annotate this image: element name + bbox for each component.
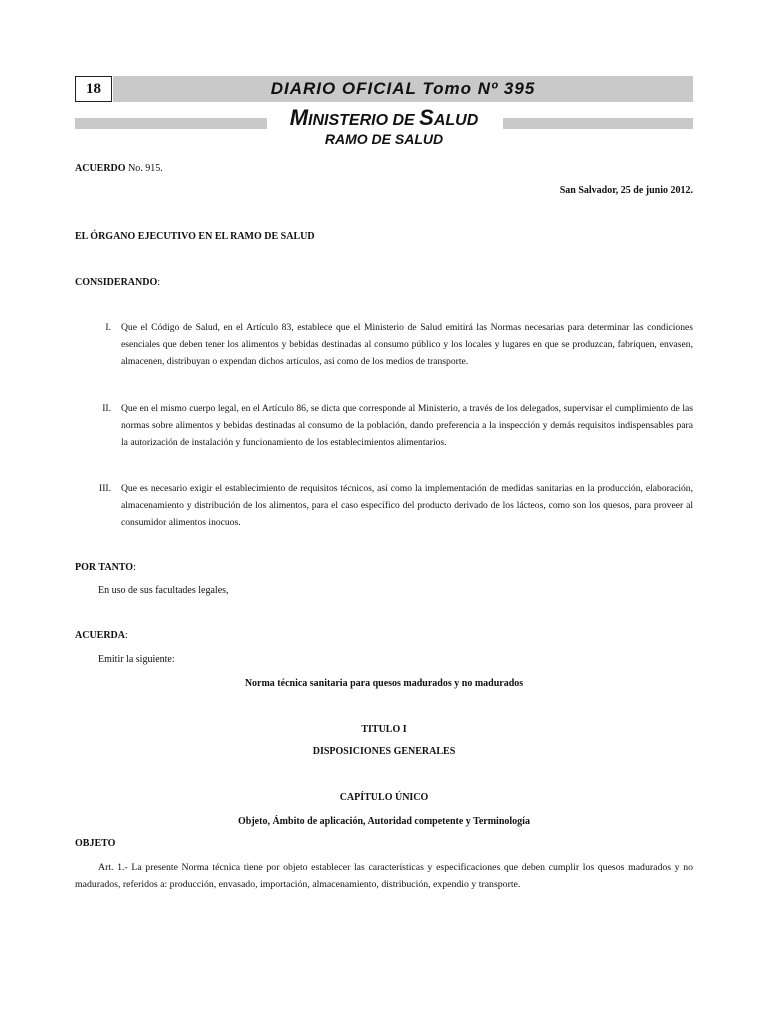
capitulo-name: Objeto, Ámbito de aplicación, Autoridad competente y Terminología bbox=[238, 816, 530, 827]
titulo-heading: TITULO I bbox=[361, 724, 407, 735]
titulo-name: DISPOSICIONES GENERALES bbox=[312, 746, 456, 757]
objeto-heading: OBJETO bbox=[75, 838, 116, 849]
document-page bbox=[75, 76, 693, 890]
norma-title: Norma técnica sanitaria para quesos madurados y no madurados bbox=[244, 678, 524, 689]
place-date: San Salvador, 25 de junio 2012. bbox=[559, 185, 693, 196]
considerando-item: I. Que el Código de Salud, en el Artículo 83, establece que el Ministerio de Salud emitirá las Normas necesarias para determinar las condiciones esenciales que deben tener los alimentos y bebidas destinadas al consumo público y los locales y lugares en que se produzcan, fabriquen, envasen, almacenen, distribuyan o expendan dichos artículos, así como de los medios de transporte. bbox=[105, 322, 693, 367]
por-tanto-heading: POR TANTO: bbox=[75, 562, 136, 573]
capitulo-heading: CAPÍTULO ÚNICO bbox=[339, 792, 429, 803]
article-1: Art. 1.- La presente Norma técnica tiene por objeto establecer las características y especificaciones que deben cumplir los quesos madurados y no madurados, referidos a: producción, envasado, importación, almacenamiento, distribución, expendio y transporte. bbox=[75, 862, 693, 890]
acuerda-heading: ACUERDA: bbox=[75, 630, 128, 641]
publication-title: DIARIO OFICIAL Tomo Nº 395 bbox=[270, 79, 536, 98]
page-header bbox=[75, 76, 693, 102]
branch-title: RAMO DE SALUD bbox=[324, 131, 444, 147]
ministry-title: MINISTERIO DE SALUD bbox=[289, 105, 479, 130]
acuerdo-number: ACUERDO No. 915. bbox=[75, 163, 163, 174]
considerando-item: III. Que es necesario exigir el establecimiento de requisitos técnicos, así como la implementación de medidas sanitarias en la producción, elaboración, almacenamiento y distribución de los alimentos, para el caso específico del producto derivado de los lácteos, como son los quesos, para proveer al consumidor alimentos inocuos. bbox=[99, 483, 693, 528]
ministry-heading bbox=[75, 106, 693, 152]
considerando-heading: CONSIDERANDO: bbox=[75, 277, 161, 288]
por-tanto-text: En uso de sus facultades legales, bbox=[98, 585, 229, 596]
considerando-item: II. Que en el mismo cuerpo legal, en el Artículo 86, se dicta que corresponde al Ministerio, a través de los delegados, supervisar el cumplimiento de las normas sobre alimentos y bebidas destinadas al consumo de la población, dando preferencia a la inspección y demás requisitos indispensables para la autorización de instalación y funcionamiento de los establecimientos alimentarios. bbox=[102, 403, 693, 448]
page-number: 18 bbox=[75, 76, 112, 102]
organ-heading: EL ÓRGANO EJECUTIVO EN EL RAMO DE SALUD bbox=[75, 231, 315, 242]
acuerda-text: Emitir la siguiente: bbox=[98, 654, 175, 665]
